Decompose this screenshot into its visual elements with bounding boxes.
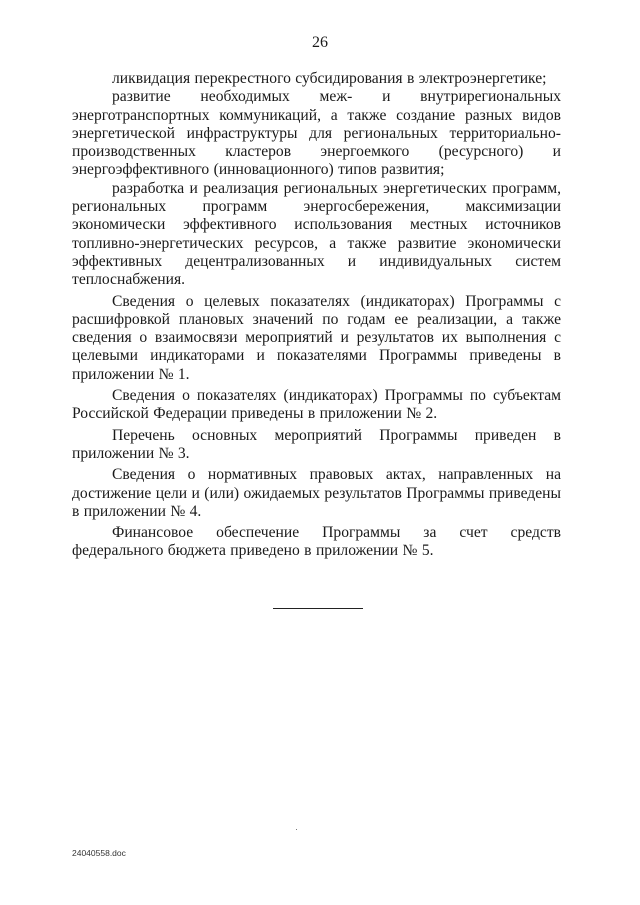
scan-speck: [296, 829, 297, 830]
paragraph-regional-indicators: Сведения о показателях (индикаторах) Программы по субъектам Российской Федерации приведены в приложении № 2.: [72, 387, 561, 423]
paragraph-energy-transport: развитие необходимых меж- и внутрирегиональных энерготранспортных коммуникаций, а также создание разных видов энергетической инфраструктуры для региональных территориально-производственных кластеров энергоемкого (ресурсного) и энергоэффективного (инновационного) типов развития;: [72, 88, 561, 179]
page-number: 26: [312, 34, 328, 51]
paragraph-financing: Финансовое обеспечение Программы за счет средств федерального бюджета приведено в приложении № 5.: [72, 524, 561, 560]
paragraph-legal-acts: Сведения о нормативных правовых актах, направленных на достижение цели и (или) ожидаемых результатов Программы приведены в приложении № 4.: [72, 466, 561, 520]
paragraph-target-indicators: Сведения о целевых показателях (индикаторах) Программы с расшифровкой плановых значений по годам ее реализации, а также сведения о взаимосвязи мероприятий и результатов их выполнения с целевыми индикаторами и показателями Программы приведены в приложении № 1.: [72, 292, 561, 383]
end-divider-line: [273, 608, 363, 609]
paragraph-main-activities: Перечень основных мероприятий Программы приведен в приложении № 3.: [72, 426, 561, 462]
paragraph-cross-subsidy: ликвидация перекрестного субсидирования в электроэнергетике;: [112, 70, 547, 87]
footer-file-name: 24040558.doc: [72, 848, 126, 858]
paragraph-regional-programs: разработка и реализация региональных энергетических программ, региональных программ энергосбережения, максимизации экономически эффективного использования местных источников топливно-энергетических ресурсов, а также развитие экономически эффективных децентрализованных и индивидуальных систем теплоснабжения.: [72, 179, 561, 289]
document-body: [72, 70, 561, 561]
